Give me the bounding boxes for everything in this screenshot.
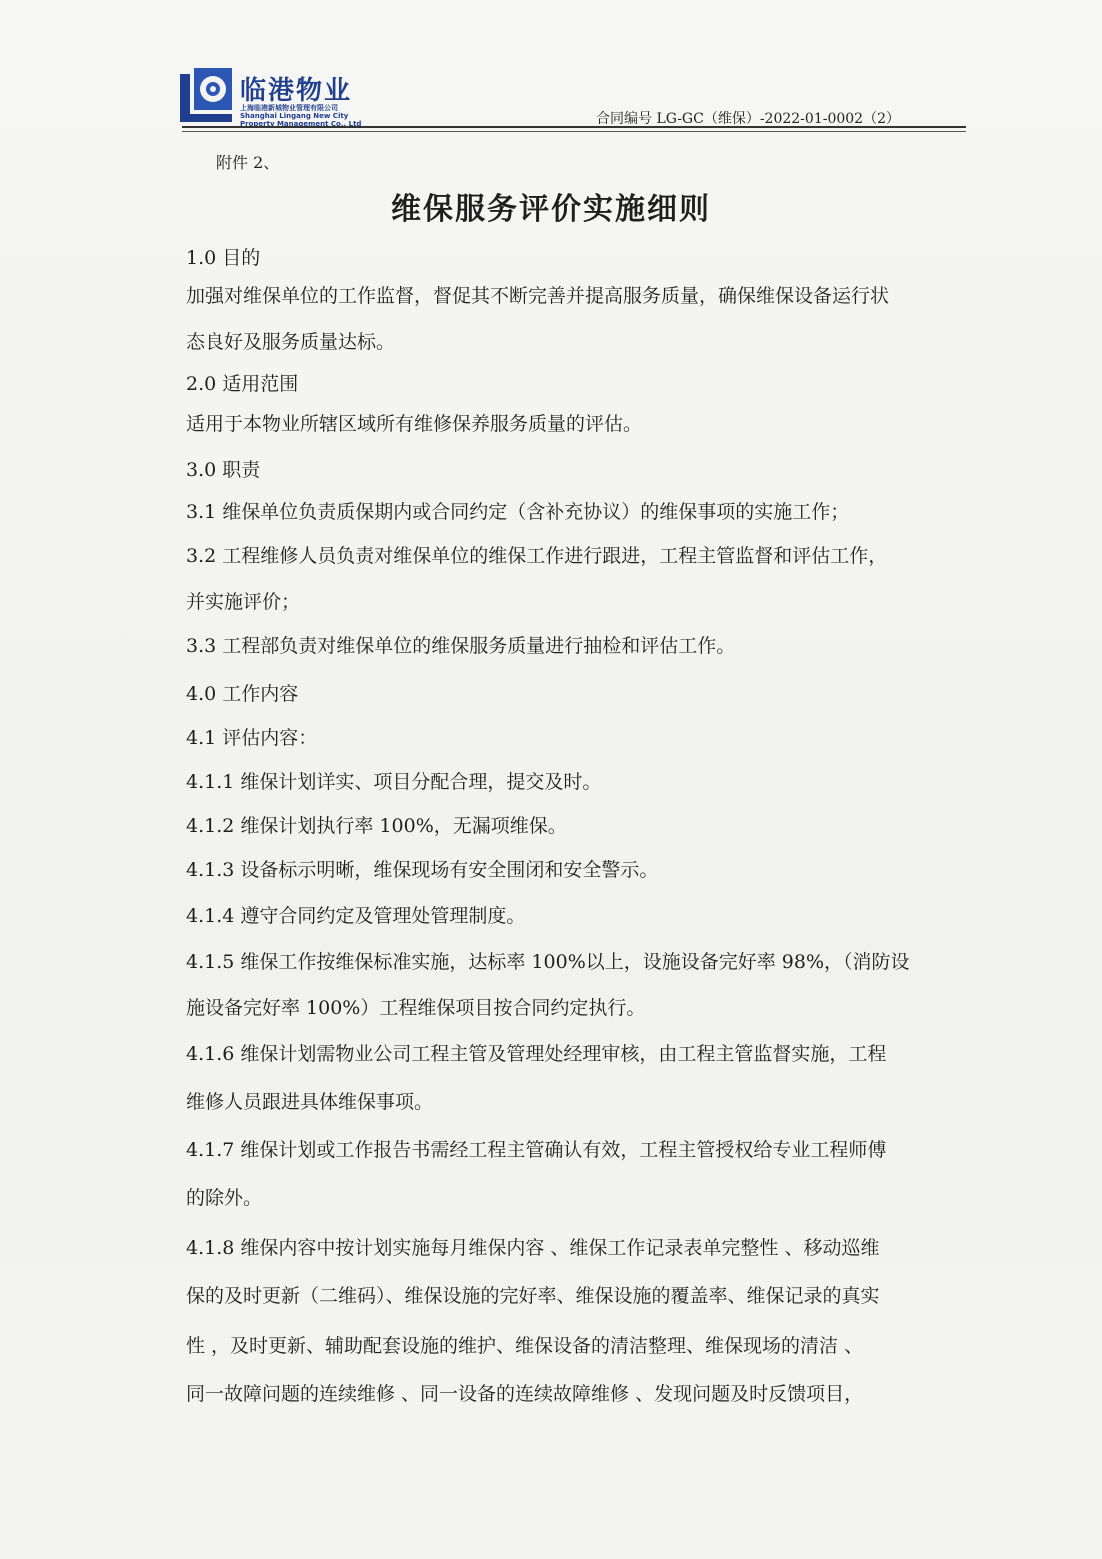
body-line: 适用于本物业所辖区域所有维修保养服务质量的评估。 [186,413,643,435]
body-line: 4.1.2 维保计划执行率 100%，无漏项维保。 [186,815,567,837]
body-line: 并实施评价； [186,591,301,613]
body-line: 4.1.4 遵守合同约定及管理处管理制度。 [186,905,526,927]
company-logo [180,66,380,132]
body-line: 3.2 工程维修人员负责对维保单位的维保工作进行跟进，工程主管监督和评估工作， [186,545,888,567]
section-heading: 2.0 适用范围 [186,373,299,395]
logo-name: 临港物业 [240,76,353,106]
logo-subtitle-en2: Property Management Co., Ltd [240,120,362,128]
body-line: 性 ，及时更新、辅助配套设施的维护、维保设备的清洁整理、维保现场的清洁 、 [186,1335,864,1357]
header-divider [182,126,966,128]
logo-subtitle-cn: 上海临港新城物业管理有限公司 [240,104,338,112]
body-line: 4.1.8 维保内容中按计划实施每月维保内容 、维保工作记录表单完整性 、移动巡维 [186,1237,880,1259]
contract-number: 合同编号 LG-GC（维保）-2022-01-0002（2） [596,111,900,127]
body-line: 3.3 工程部负责对维保单位的维保服务质量进行抽检和评估工作。 [186,635,736,657]
document-title: 维保服务评价实施细则 [391,192,711,227]
header-divider-thin [182,131,966,132]
section-heading: 1.0 目的 [186,247,261,269]
body-line: 3.1 维保单位负责质保期内或合同约定（含补充协议）的维保事项的实施工作； [186,501,850,523]
attachment-label: 附件 2、 [216,153,280,172]
section-heading: 4.1 评估内容： [186,727,318,749]
body-line: 施设备完好率 100%）工程维保项目按合同约定执行。 [186,997,646,1019]
body-line: 加强对维保单位的工作监督，督促其不断完善并提高服务质量，确保维保设备运行状 [186,285,890,307]
body-line: 4.1.7 维保计划或工作报告书需经工程主管确认有效，工程主管授权给专业工程师傅 [186,1139,887,1161]
body-line: 保的及时更新（二维码）、维保设施的完好率、维保设施的覆盖率、维保记录的真实 [186,1285,880,1307]
body-line: 4.1.5 维保工作按维保标准实施，达标率 100%以上，设施设备完好率 98%，（消防设 [186,951,910,973]
body-line: 同一故障问题的连续维修 、同一设备的连续故障维修 、发现问题及时反馈项目， [186,1383,864,1405]
section-heading: 3.0 职责 [186,459,261,481]
section-heading: 4.0 工作内容 [186,683,299,705]
body-line: 4.1.6 维保计划需物业公司工程主管及管理处经理审核，由工程主管监督实施，工程 [186,1043,887,1065]
body-line: 4.1.1 维保计划详实、项目分配合理，提交及时。 [186,771,602,793]
logo-subtitle [240,104,361,128]
body-line: 维修人员跟进具体维保事项。 [186,1091,434,1113]
body-line: 4.1.3 设备标示明晰，维保现场有安全围闭和安全警示。 [186,859,659,881]
logo-mark-icon [180,68,232,126]
logo-subtitle-en1: Shanghai Lingang New City [240,112,349,120]
body-line: 态良好及服务质量达标。 [186,331,396,353]
body-line: 的除外。 [186,1187,263,1209]
